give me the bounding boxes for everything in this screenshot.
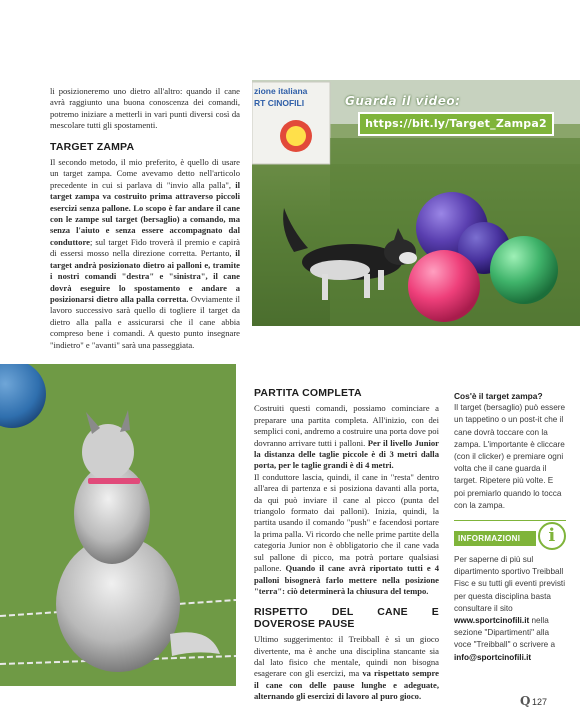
video-link[interactable]: https://bit.ly/Target_Zampa2 bbox=[358, 112, 554, 136]
info-text: Per saperne di più sul dipartimento sportivo Treibball Fisc e su tutti gli eventi previsti per questa disciplina basta consultare il sito www.sportcinofili.it nella sezione "Dipartimenti" alla voce "Treibball" o scrivere a info@sportcinofili.it bbox=[454, 555, 566, 662]
tip-box bbox=[454, 390, 566, 521]
info-icon: i bbox=[538, 522, 566, 550]
ball-green bbox=[490, 236, 558, 304]
partita-paragraph-1: Costruiti questi comandi, possiamo cominciare a preparare una partita completa. All'inizio, con dei semplici coni, andremo a costruire una porta dove poi dovranno arrivare tutti i palloni. Per il livello Junior la distanza delle taglie piccole è di 3 metri dalla porta, per le taglie grandi è di 4 metri. bbox=[254, 403, 439, 471]
photo-dog-sitting bbox=[0, 364, 236, 686]
info-bar bbox=[454, 525, 556, 547]
sidebar bbox=[454, 390, 566, 664]
section-heading-target-zampa: TARGET ZAMPA bbox=[50, 140, 135, 153]
magazine-logo-icon: Q bbox=[520, 694, 531, 708]
ball-pink bbox=[408, 250, 480, 322]
tip-text: Il target (bersaglio) può essere un tappetino o un post-it che il cane dovrà toccare con la zampa. L'importante è cliccare (con il clicker) e premiare ogni volta che il cane guarda il target. Ripetere più volte. E poi premiarlo quando lo tocca con la zampa. bbox=[454, 403, 566, 510]
section-heading-rispetto: RISPETTO DEL CANE E DOVEROSE PAUSE bbox=[254, 606, 439, 630]
banner-text-line2: RT CINOFILI bbox=[254, 98, 305, 108]
dog-collar bbox=[88, 478, 140, 484]
info-label: INFORMAZIONI bbox=[458, 534, 521, 544]
video-label: Guarda il video: bbox=[345, 94, 461, 108]
tip-heading: Cos'è il target zampa? bbox=[454, 391, 543, 401]
fisc-banner bbox=[252, 82, 330, 164]
partita-paragraph-2: Il conduttore lascia, quindi, il cane in "resta" dentro all'area di partenza e si posiziona davanti alla porta, da qui può inviare il cane al picco (punta del triangolo formato dai palloni). Inizia, quindi, la partita usando il comando "push" e facendosi portare la prima palla. Vi ricordo che nelle prime partite della categoria Junior non è obbligatorio che il cane vada sul pallone di picco, ma potrà portare qualsiasi pallone. Quando il cane avrà riportato tutti e 4 palloni bisognerà farlo mettere nella posizione "terra": ciò determinerà la chiusura del tempo. bbox=[254, 471, 440, 596]
rispetto-paragraph: Ultimo suggerimento: il Treibball è sì un gioco divertente, ma è anche una disciplina stancante sia dal lato fisico che mentale, quindi non bisogna esagerare con gli esercizi, ma va rispettato sempre il cane con delle pause lunghe e adeguate, alternando gli esercizi di lavoro al puro gioco. bbox=[254, 634, 439, 702]
photo-dog-sitting-illustration bbox=[0, 364, 236, 686]
article-column-top-left bbox=[50, 86, 240, 351]
page-number: 127 bbox=[532, 697, 548, 707]
banner-text-line1: zione italiana bbox=[254, 86, 308, 96]
section-heading-partita-completa: PARTITA COMPLETA bbox=[254, 387, 362, 399]
article-column-middle bbox=[254, 388, 439, 703]
intro-paragraph: li posizioneremo uno dietro all'altro: quando il cane avrà raggiunto una buona conoscenza dei comandi, potremo iniziare a metterli in vari punti diversi così da mescolare tutti gli spostamenti. bbox=[50, 86, 240, 131]
site-link[interactable]: www.sportcinofili.it bbox=[454, 616, 530, 626]
target-zampa-paragraph: Il secondo metodo, il mio preferito, è quello di usare un target zampa. Come avevamo detto nell'articolo precedente in cui si parlava di "invio alla palla", il target zampa va costruito prima attraverso piccoli esercizi senza pallone. Lo scopo è far andare il cane con le zampe sul target (bersaglio) a comando, ma senza l'aiuto e senza essere accompagnato dal conduttore; sul target Fido troverà il premio e capirà di essersi mosso nella direzione corretta. Pertanto, il target andrà posizionato dietro ai palloni e, tramite i nostri comandi "destra" e "sinistra", il cane dovrà eseguire lo spostamento e andare a posizionarsi dietro alla palla corretta. Ovviamente il lavoro successivo sarà quello di togliere il target da dietro alla palla e assicurarsi che il cane abbia compreso bene i comandi. A questo punto insegnare "indietro" e "avanti" sarà una passeggiata. bbox=[50, 157, 240, 350]
email-link[interactable]: info@sportcinofili.it bbox=[454, 652, 532, 662]
